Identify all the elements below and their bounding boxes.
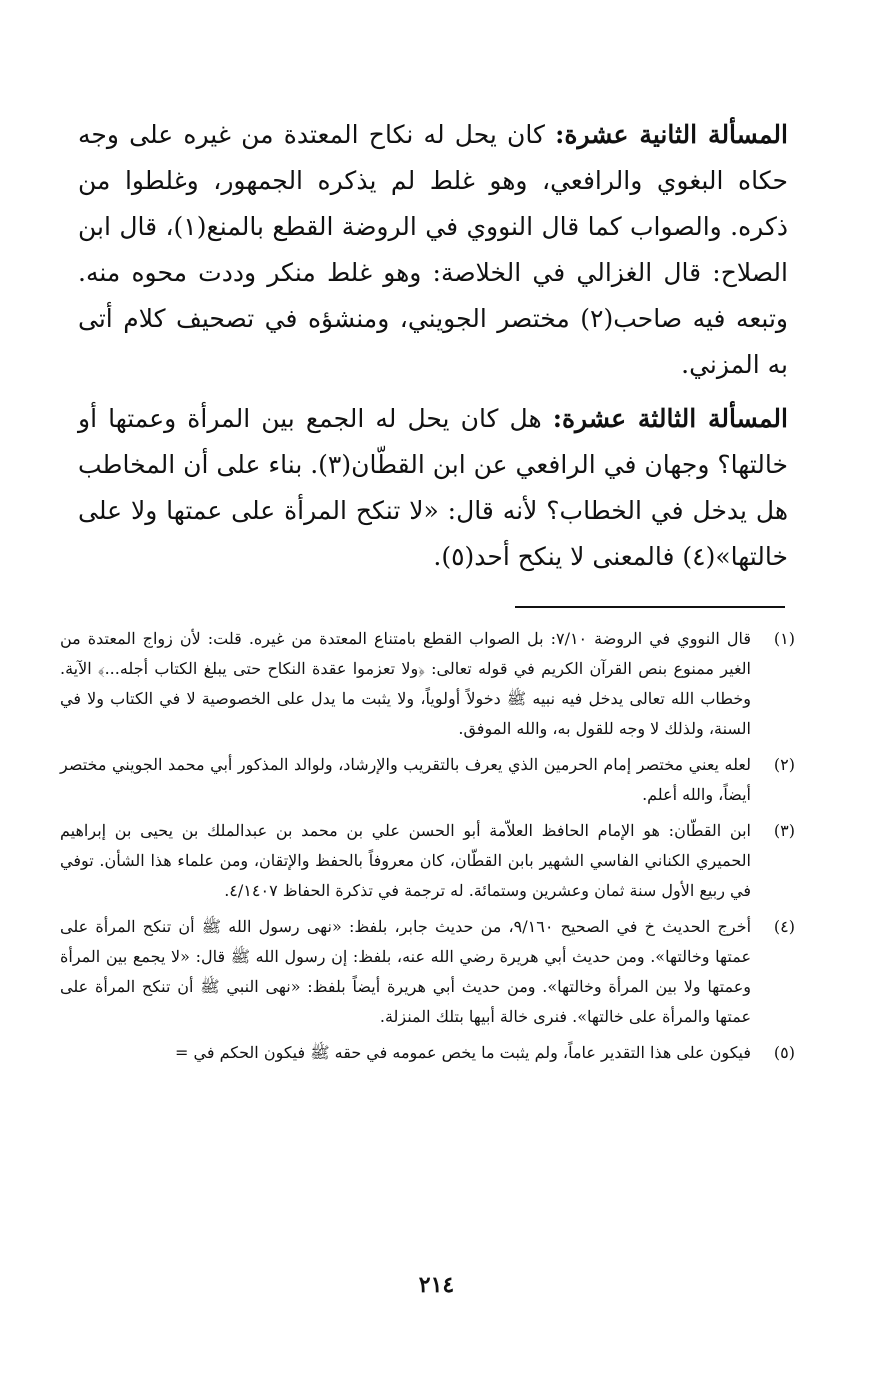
paragraph-body: كان يحل له نكاح المعتدة من غيره على وجه حكاه البغوي والرافعي، وهو غلط لم يذكره الجمهور، وغلطوا من ذكره. والصواب كما قال النووي في الروضة القطع بالمنع(١)، قال ابن الصلاح: قال الغزالي في الخلاصة: وهو غلط منكر وددت محوه منه. وتبعه فيه صاحب(٢) مختصر الجويني، ومنشؤه في تصحيف كلام أتى به المزني. — [78, 120, 788, 379]
footnote-item — [60, 624, 795, 744]
paragraph-heading: المسألة الثانية عشرة: — [555, 120, 788, 149]
footnote-item — [60, 816, 795, 906]
footnote-text: فيكون على هذا التقدير عاماً، ولم يثبت ما يخص عمومه في حقه ﷺ فيكون الحكم في = — [175, 1043, 751, 1062]
footnotes — [60, 624, 795, 1074]
paragraph-issue-13 — [78, 396, 788, 580]
footnote-number: (٣) — [773, 821, 795, 840]
paragraph-heading: المسألة الثالثة عشرة: — [552, 404, 788, 433]
footnote-number: (١) — [773, 629, 795, 648]
footnote-item — [60, 912, 795, 1032]
footnote-number: (٢) — [773, 755, 795, 774]
footnote-item — [60, 1038, 795, 1068]
footnote-number: (٥) — [773, 1043, 795, 1062]
footnote-text: ابن القطّان: هو الإمام الحافظ العلاّمة أبو الحسن علي بن محمد بن عبدالملك بن يحيى بن إبراهيم الحميري الكناني الفاسي الشهير بابن القطّان، كان معروفاً بالحفظ والإتقان، ومن علماء هذا الشأن. توفي في ربيع الأول سنة ثمان وعشرين وستمائة. له ترجمة في تذكرة الحفاظ ٤/١٤٠٧. — [60, 821, 751, 900]
page-number: ٢١٤ — [418, 1272, 455, 1298]
footnote-text: أخرج الحديث خ في الصحيح ٩/١٦٠، من حديث جابر، بلفظ: «نهى رسول الله ﷺ أن تنكح المرأة على عمتها وخالتها». ومن حديث أبي هريرة رضي الله عنه، بلفظ: إن رسول الله ﷺ قال: «لا يجمع بين المرأة وعمتها ولا بين المرأة وخالتها». ومن حديث أبي هريرة أيضاً بلفظ: «نهى النبي ﷺ أن تنكح المرأة على عمتها والمرأة على خالتها». فنرى خالة أبيها بتلك المنزلة. — [60, 917, 752, 1026]
main-text — [78, 112, 788, 588]
footnote-item — [60, 750, 795, 810]
footnote-text: قال النووي في الروضة ٧/١٠: بل الصواب القطع بامتناع المعتدة من غيره. قلت: لأن زواج المعتدة من الغير ممنوع بنص القرآن الكريم في قوله تعالى: ﴿ولا تعزموا عقدة النكاح حتى يبلغ الكتاب أجله...﴾ الآية. وخطاب الله تعالى يدخل فيه نبيه ﷺ دخولاً أولوياً، ولا يثبت ما يدل على الخصوصية لا في الكتاب ولا في السنة، ولذلك لا وجه للقول به، والله الموفق. — [60, 629, 752, 738]
footnote-divider — [515, 606, 785, 608]
footnote-text: لعله يعني مختصر إمام الحرمين الذي يعرف بالتقريب والإرشاد، ولوالد المذكور أبي محمد الجويني مختصر أيضاً، والله أعلم. — [60, 755, 751, 804]
footnote-number: (٤) — [773, 917, 795, 936]
paragraph-body: هل كان يحل له الجمع بين المرأة وعمتها أو خالتها؟ وجهان في الرافعي عن ابن القطّان(٣). بناء على أن المخاطب هل يدخل في الخطاب؟ لأنه قال: «لا تنكح المرأة على عمتها ولا على خالتها»(٤) فالمعنى لا ينكح أحد(٥). — [78, 404, 788, 571]
paragraph-issue-12 — [78, 112, 788, 388]
